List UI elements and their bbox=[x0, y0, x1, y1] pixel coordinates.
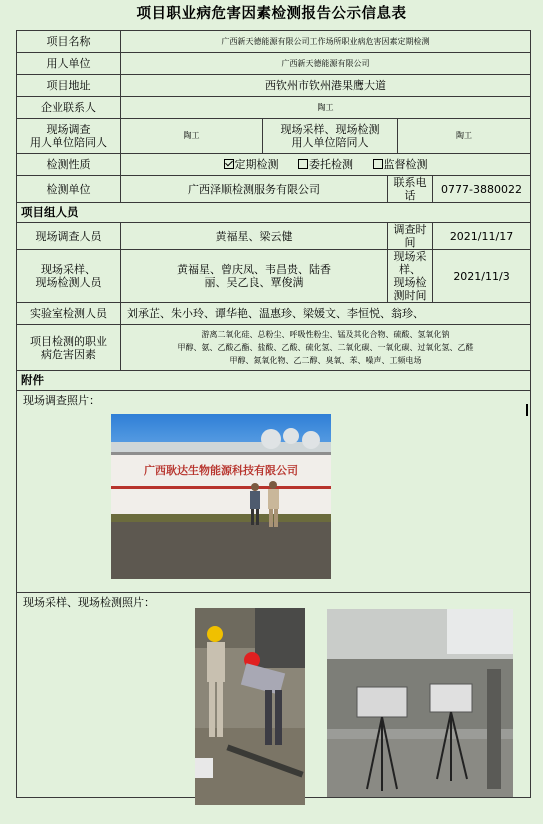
attachments-header: 附件 bbox=[17, 371, 531, 391]
edge-marker bbox=[526, 404, 528, 416]
checkbox-icon[interactable] bbox=[373, 159, 383, 169]
hazards-value: 游离二氧化硅、总粉尘、呼吸性粉尘、锰及其化合物、硫酸、氢氧化钠 甲醇、氨、乙酸乙酯、盐酸、乙酸、硫化氢、二氧化碳、一氧化碳、过氧化氢、乙醛 甲醇、氮氧化物、乙二醇、臭氧、苯、噪声、工频电场 bbox=[121, 325, 531, 371]
survey-staff-value: 黄福星、梁云健 bbox=[121, 223, 388, 250]
survey-escort-label: 现场调查 用人单位陪同人 bbox=[17, 119, 121, 154]
address-label: 项目地址 bbox=[17, 75, 121, 97]
contact-value: 陶工 bbox=[121, 97, 531, 119]
employer-label: 用人单位 bbox=[17, 53, 121, 75]
gate-sign-text: 广西耿达生物能源科技有限公司 bbox=[144, 464, 298, 477]
hazards-label: 项目检测的职业 病危害因素 bbox=[17, 325, 121, 371]
employer-value: 广西新天德能源有限公司 bbox=[121, 53, 531, 75]
phone-label: 联系电话 bbox=[388, 176, 433, 203]
survey-escort-value: 陶工 bbox=[121, 119, 263, 154]
survey-photo bbox=[111, 414, 331, 579]
survey-photo-label: 现场调查照片： bbox=[23, 394, 100, 407]
nature-options bbox=[121, 154, 531, 176]
lab-staff-value: 刘承芷、朱小玲、谭华艳、温惠珍、梁媛文、李恒悦、翁珍、 bbox=[121, 303, 531, 325]
team-header: 项目组人员 bbox=[17, 203, 531, 223]
sampling-escort-label: 现场采样、现场检测 用人单位陪同人 bbox=[263, 119, 398, 154]
project-name-value: 广西新天德能源有限公司工作场所职业病危害因素定期检测 bbox=[121, 31, 531, 53]
project-name-label: 项目名称 bbox=[17, 31, 121, 53]
survey-staff-label: 现场调查人员 bbox=[17, 223, 121, 250]
lab-staff-label: 实验室检测人员 bbox=[17, 303, 121, 325]
phone-value: 0777-3880022 bbox=[433, 176, 531, 203]
sampling-photo-1 bbox=[195, 608, 305, 805]
survey-time-value: 2021/11/17 bbox=[433, 223, 531, 250]
sampling-escort-value: 陶工 bbox=[398, 119, 531, 154]
sampling-time-label: 现场采样、 现场检测时间 bbox=[388, 250, 433, 303]
checkbox-checked-icon[interactable] bbox=[224, 159, 234, 169]
contact-label: 企业联系人 bbox=[17, 97, 121, 119]
address-value: 西钦州市钦州港果鹰大道 bbox=[121, 75, 531, 97]
agency-label: 检测单位 bbox=[17, 176, 121, 203]
option-entrusted[interactable]: 委托检测 bbox=[298, 158, 353, 171]
sampling-time-value: 2021/11/3 bbox=[433, 250, 531, 303]
sampling-photo-2 bbox=[327, 609, 513, 797]
nature-label: 检测性质 bbox=[17, 154, 121, 176]
sampling-staff-label: 现场采样、 现场检测人员 bbox=[17, 250, 121, 303]
sampling-photo-label: 现场采样、现场检测照片： bbox=[23, 596, 155, 609]
sampling-staff-value: 黄福星、曾庆凤、韦昌贵、陆香 丽、吴乙良、覃俊满 bbox=[121, 250, 388, 303]
option-supervision[interactable]: 监督检测 bbox=[373, 158, 428, 171]
option-periodic[interactable]: 定期检测 bbox=[224, 158, 279, 171]
checkbox-icon[interactable] bbox=[298, 159, 308, 169]
survey-time-label: 调查时间 bbox=[388, 223, 433, 250]
agency-value: 广西泽顺检测服务有限公司 bbox=[121, 176, 388, 203]
page-title: 项目职业病危害因素检测报告公示信息表 bbox=[136, 6, 407, 22]
